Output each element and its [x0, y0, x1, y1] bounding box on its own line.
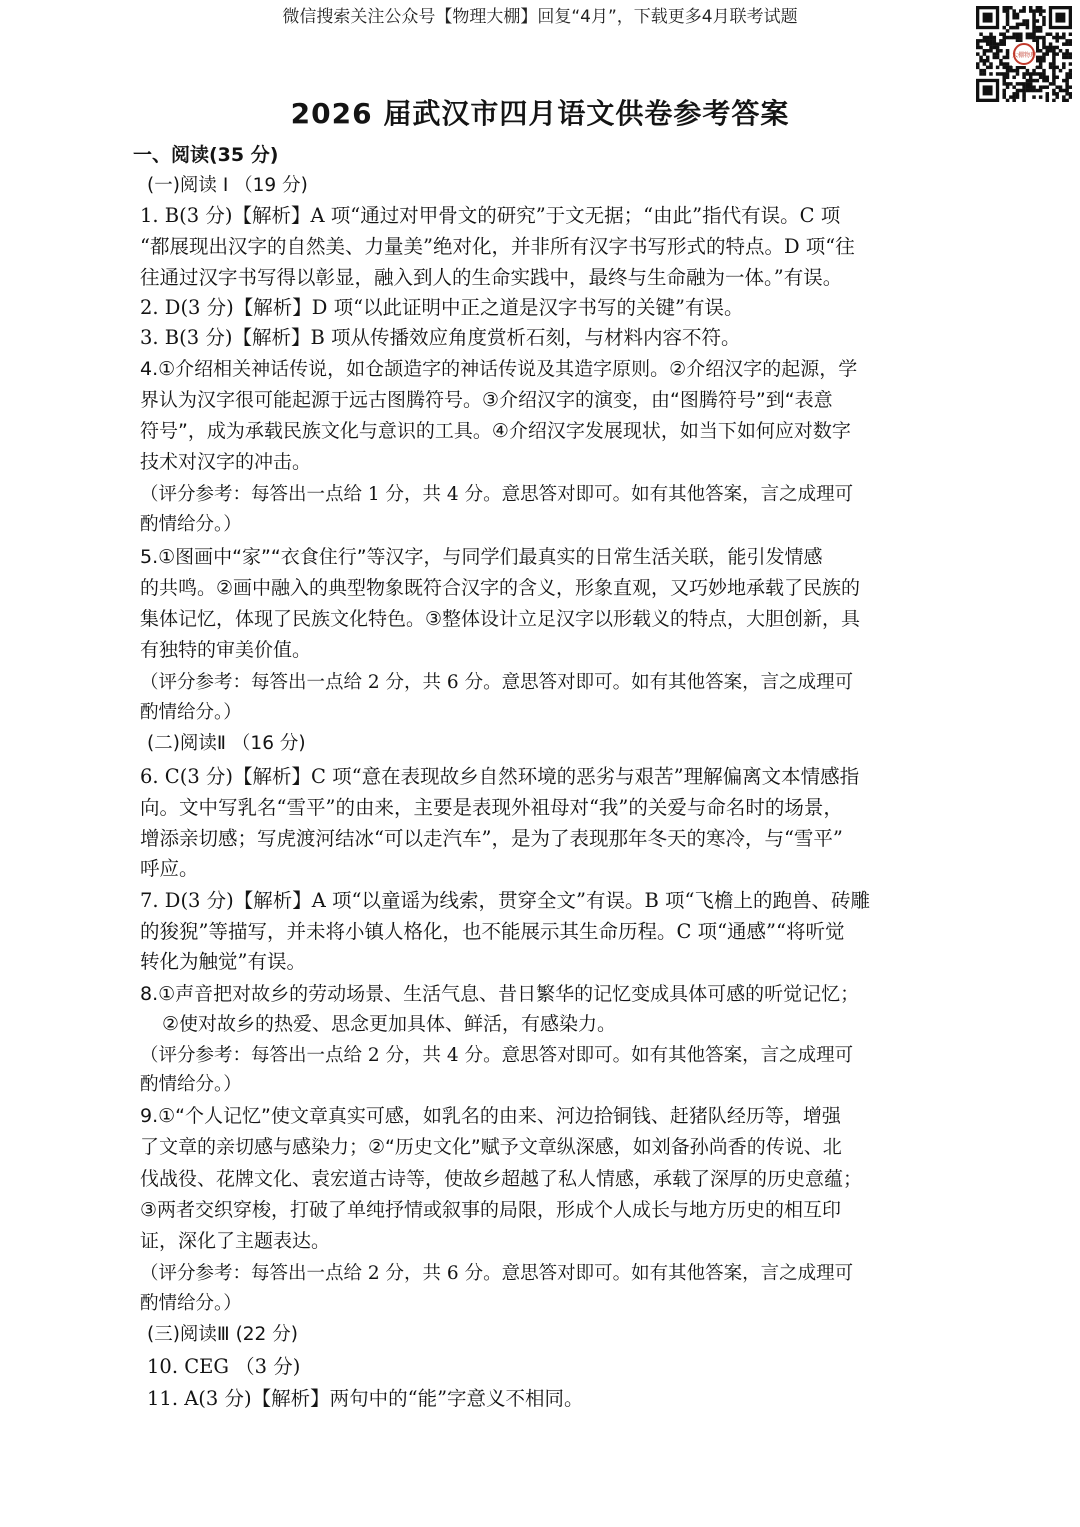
answer-line: 向。文中写乳名“雪平”的由来，主要是表现外祖母对“我”的关爱与命名时的场景， — [140, 796, 843, 819]
promo-banner: 微信搜索关注公众号【物理大棚】回复“4月”，下载更多4月联考试题 — [282, 7, 798, 27]
scoring-note: 酌情给分。） — [140, 514, 242, 535]
scoring-note: （评分参考：每答出一点给 2 分，共 6 分。意思答对即可。如有其他答案，言之成理可 — [140, 1263, 854, 1284]
answer-line: 呼应。 — [140, 857, 199, 880]
answer-line: 的共鸣。②画中融入的典型物象既符合汉字的含义，形象直观，又巧妙地承载了民族的 — [140, 577, 861, 599]
answer-line: “都展现出汉字的自然美、力量美”绝对化，并非所有汉字书写形式的特点。D 项“往 — [140, 235, 855, 258]
answer-line: 伐战役、花牌文化、袁宏道古诗等，使故乡超越了私人情感，承载了深厚的历史意蕴； — [140, 1168, 863, 1190]
answer-line: 有独特的审美价值。 — [140, 639, 312, 661]
answer-line: 4.①介绍相关神话传说，如仓颉造字的神话传说及其造字原则。②介绍汉字的起源，学 — [140, 358, 858, 380]
scoring-note: 酌情给分。） — [140, 1293, 242, 1314]
subsection-heading: (二)阅读Ⅱ （16 分) — [147, 733, 306, 754]
answer-line: 转化为触觉”有误。 — [140, 950, 306, 973]
answer-line: 5.①图画中“家”“衣食住行”等汉字，与同学们最真实的日常生活关联，能引发情感 — [140, 546, 823, 568]
answer-line: 证，深化了主题表达。 — [140, 1230, 331, 1252]
section-heading: 一、阅读(35 分) — [133, 144, 279, 166]
answer-line: 1. B(3 分)【解析】A 项“通过对甲骨文的研究”于文无据；“由此”指代有误。C 项 — [140, 204, 841, 227]
subsection-heading: (一)阅读 I （19 分) — [147, 175, 308, 196]
answer-line: 往通过汉字书写得以彰显，融入到人的生命实践中，最终与生命融为一体。”有误。 — [140, 266, 843, 289]
answer-line: 技术对汉字的冲击。 — [140, 451, 312, 473]
scoring-note: 酌情给分。） — [140, 702, 242, 723]
answer-line: ②使对故乡的热爱、思念更加具体、鲜活，有感染力。 — [162, 1013, 617, 1035]
answer-line: 3. B(3 分)【解析】B 项从传播效应角度赏析石刻，与材料内容不符。 — [140, 326, 741, 349]
answer-line: 界认为汉字很可能起源于远古图腾符号。③介绍汉字的演变，由“图腾符号”到“表意 — [140, 389, 833, 411]
scoring-note: （评分参考：每答出一点给 2 分，共 4 分。意思答对即可。如有其他答案，言之成理可 — [140, 1045, 854, 1066]
answer-line: 了文章的亲切感与感染力；②“历史文化”赋予文章纵深感，如刘备孙尚香的传说、北 — [140, 1136, 842, 1158]
qr-code[interactable] — [976, 6, 1072, 102]
answer-line: ③两者交织穿梭，打破了单纯抒情或叙事的局限，形成个人成长与地方历史的相互印 — [140, 1199, 842, 1221]
answer-line: 9.①“个人记忆”使文章真实可感，如乳名的由来、河边拾铜钱、赶猪队经历等，增强 — [140, 1105, 841, 1127]
answer-line: 8.①声音把对故乡的劳动场景、生活气息、昔日繁华的记忆变成具体可感的听觉记忆； — [140, 983, 860, 1005]
answer-line: 7. D(3 分)【解析】A 项“以童谣为线索，贯穿全文”有误。B 项“飞檐上的跑兽、砖雕 — [140, 889, 870, 912]
scoring-note: 酌情给分。） — [140, 1074, 242, 1095]
answer-line: 10. CEG （3 分) — [147, 1355, 301, 1378]
answer-line: 6. C(3 分)【解析】C 项“意在表现故乡自然环境的恶劣与艰苦”理解偏离文本情感指 — [140, 765, 860, 788]
answer-line: 集体记忆，体现了民族文化特色。③整体设计立足汉字以形载义的特点，大胆创新，具 — [140, 608, 861, 630]
qr-code-image — [976, 6, 1072, 102]
scoring-note: （评分参考：每答出一点给 1 分，共 4 分。意思答对即可。如有其他答案，言之成理可 — [140, 484, 854, 505]
answer-line: 2. D(3 分)【解析】D 项“以此证明中正之道是汉字书写的关键”有误。 — [140, 296, 744, 319]
scoring-note: （评分参考：每答出一点给 2 分，共 6 分。意思答对即可。如有其他答案，言之成理可 — [140, 672, 854, 693]
answer-line: 11. A(3 分)【解析】两句中的“能”字意义不相同。 — [147, 1387, 584, 1410]
answer-line: 增添亲切感；写虎渡河结冰“可以走汽车”，是为了表现那年冬天的寒冷，与“雪平” — [140, 827, 843, 850]
subsection-heading: (三)阅读Ⅲ (22 分) — [147, 1324, 298, 1345]
svg-text:大棚物理: 大棚物理 — [1011, 52, 1037, 59]
page-title: 2026 届武汉市四月语文供卷参考答案 — [290, 97, 790, 130]
answer-line: 符号”，成为承载民族文化与意识的工具。④介绍汉字发展现状，如当下如何应对数字 — [140, 420, 851, 442]
answer-line: 的狻猊”等描写，并未将小镇人格化，也不能展示其生命历程。C 项“通感”“将听觉 — [140, 920, 845, 943]
